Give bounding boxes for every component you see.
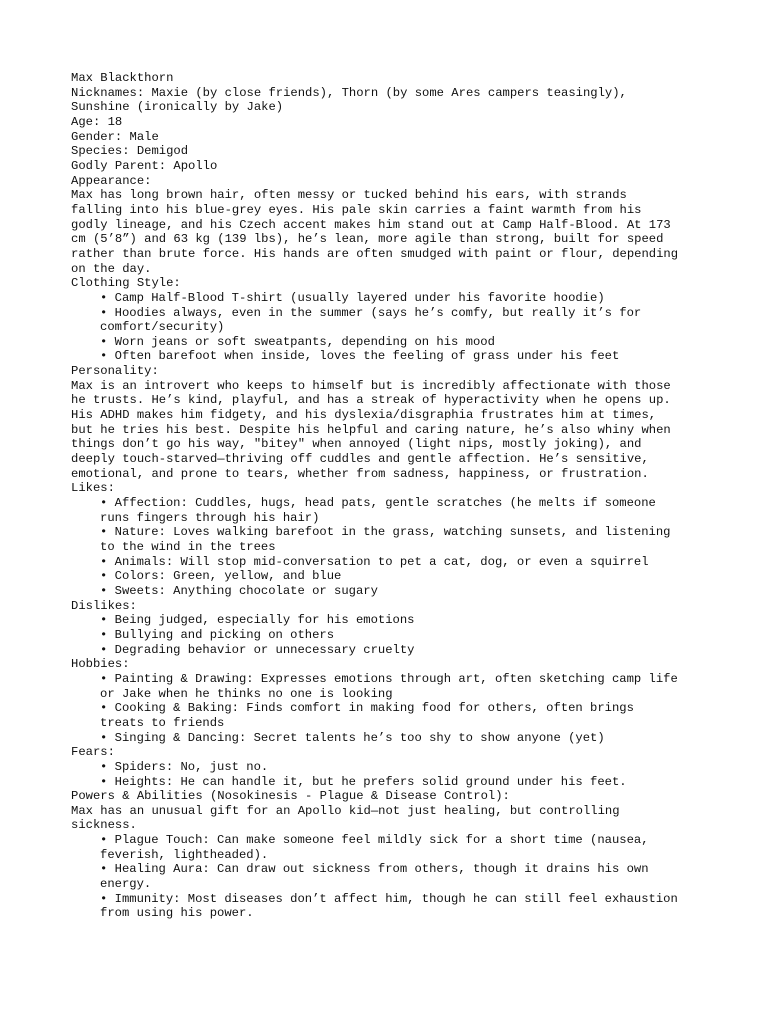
text-line: Max has an unusual gift for an Apollo kid—not just healing, but controlling sickness. [71, 803, 620, 833]
text-line: Dislikes: [71, 598, 137, 613]
bullet-item: • Hoodies always, even in the summer (says he’s comfy, but really it’s for comfort/security) [100, 305, 642, 335]
document-body [71, 71, 701, 921]
bullet-item: • Immunity: Most diseases don’t affect him, though he can still feel exhaustion from using his power. [100, 891, 678, 921]
text-line: Clothing Style: [71, 276, 181, 291]
bullet-item: • Painting & Drawing: Expresses emotions through art, often sketching camp life or Jake when he thinks no one is looking [100, 671, 678, 701]
bullet-item: • Spiders: No, just no. [100, 759, 269, 774]
text-line: Godly Parent: Apollo [71, 158, 218, 173]
bullet-item: • Camp Half-Blood T-shirt (usually layered under his favorite hoodie) [100, 290, 605, 305]
bullet-item: • Colors: Green, yellow, and blue [100, 569, 342, 584]
text-line: Appearance: [71, 173, 152, 188]
bullet-item: • Plague Touch: Can make someone feel mildly sick for a short time (nausea, feverish, lightheaded). [100, 833, 649, 862]
bullet-item: • Cooking & Baking: Finds comfort in making food for others, often brings treats to friends [100, 701, 634, 730]
text-line: Max Blackthorn [71, 71, 174, 85]
text-line: Likes: [71, 481, 115, 496]
bullet-item: • Affection: Cuddles, hugs, head pats, gentle scratches (he melts if someone runs fingers through his hair) [100, 496, 656, 525]
bullet-item: • Degrading behavior or unnecessary cruelty [100, 642, 415, 657]
text-line: Age: 18 [71, 114, 123, 129]
bullet-item: • Animals: Will stop mid-conversation to pet a cat, dog, or even a squirrel [100, 554, 649, 569]
bullet-item: • Worn jeans or soft sweatpants, depending on his mood [100, 334, 495, 349]
bullet-item: • Healing Aura: Can draw out sickness from others, though it drains his own energy. [100, 862, 649, 892]
text-line: Hobbies: [71, 657, 130, 672]
text-line: Powers & Abilities (Nosokinesis - Plague & Disease Control): [71, 789, 510, 804]
text-line: Gender: Male [71, 129, 159, 144]
bullet-item: • Heights: He can handle it, but he prefers solid ground under his feet. [100, 774, 627, 789]
text-line: Nicknames: Maxie (by close friends), Thorn (by some Ares campers teasingly), Sunshine (ironically by Jake) [71, 85, 627, 115]
bullet-item: • Sweets: Anything chocolate or sugary [100, 583, 378, 598]
bullet-item: • Being judged, especially for his emotions [100, 613, 415, 628]
bullet-item: • Nature: Loves walking barefoot in the grass, watching sunsets, and listening to the wind in the trees [100, 525, 671, 554]
text-line: Max is an introvert who keeps to himself but is incredibly affectionate with those he trusts. He’s kind, playful, and has a streak of hyperactivity when he opens up. His ADHD makes him fidgety, and his dyslexia/disgraphia frustrates him at times, but he tries his best. Despite his helpful and caring nature, he’s also whiny when things don’t go his way, "bitey" when annoyed (light nips, mostly joking), and deeply touch-starved—thriving off cuddles and gentle affection. He’s sensitive, emotional, and prone to tears, whether from sadness, happiness, or frustration. [71, 378, 671, 481]
text-line: Species: Demigod [71, 144, 189, 159]
text-line: Max has long brown hair, often messy or tucked behind his ears, with strands falling into his blue-grey eyes. His pale skin carries a faint warmth from his godly lineage, and his Czech accent makes him stand out at Camp Half-Blood. At 173 cm (5’8”) and 63 kg (139 lbs), he’s lean, more agile than strong, built for speed rather than brute force. His hands are often smudged with paint or flour, depending on the day. [71, 188, 679, 276]
text-line: Fears: [71, 745, 115, 760]
text-line: Personality: [71, 364, 159, 379]
bullet-item: • Bullying and picking on others [100, 627, 335, 642]
bullet-item: • Often barefoot when inside, loves the feeling of grass under his feet [100, 349, 620, 364]
bullet-item: • Singing & Dancing: Secret talents he’s too shy to show anyone (yet) [100, 730, 605, 745]
